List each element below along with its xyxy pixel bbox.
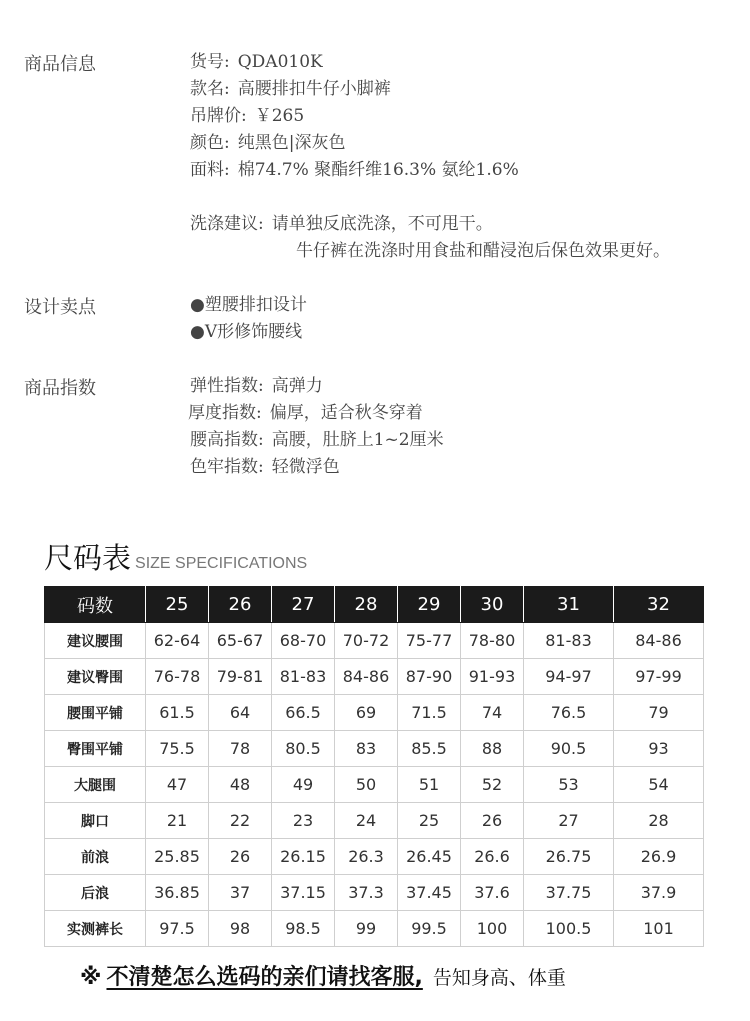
- header-size-32: 32: [614, 587, 704, 623]
- table-row: [45, 623, 704, 659]
- price-value: ￥265: [254, 106, 305, 126]
- wash-line-1: [190, 212, 493, 236]
- table-cell: 65-67: [209, 623, 272, 659]
- thickness-value: 偏厚，适合秋冬穿着: [269, 403, 423, 423]
- header-size-26: 26: [209, 587, 272, 623]
- header-size-27: 27: [272, 587, 335, 623]
- table-cell: 24: [335, 803, 398, 839]
- table-cell: 100: [461, 911, 524, 947]
- thickness-line: [188, 401, 423, 425]
- fabric-key: 面料:: [190, 160, 230, 180]
- row-label: 臀围平铺: [45, 731, 146, 767]
- style-line: [190, 77, 391, 101]
- table-cell: 22: [209, 803, 272, 839]
- waist-height-key: 腰高指数:: [190, 430, 264, 450]
- color-fastness-line: [190, 455, 340, 479]
- header-size-25: 25: [146, 587, 209, 623]
- header-size-31: 31: [524, 587, 614, 623]
- fabric-value: 棉74.7% 聚酯纤维16.3% 氨纶1.6%: [237, 160, 519, 180]
- waist-height-value: 高腰，肚脐上1~2厘米: [271, 430, 444, 450]
- row-label: 大腿围: [45, 767, 146, 803]
- design-point-1: ●塑腰排扣设计: [190, 295, 307, 315]
- table-cell: 21: [146, 803, 209, 839]
- row-label: 脚口: [45, 803, 146, 839]
- table-cell: 37.15: [272, 875, 335, 911]
- color-line: [190, 131, 345, 155]
- size-chart-title: [44, 536, 307, 577]
- row-label: 建议腰围: [45, 623, 146, 659]
- color-value: 纯黑色|深灰色: [237, 133, 346, 153]
- table-cell: 64: [209, 695, 272, 731]
- footer-note: [80, 960, 566, 991]
- table-cell: 25: [398, 803, 461, 839]
- table-cell: 26: [461, 803, 524, 839]
- table-cell: 37.45: [398, 875, 461, 911]
- table-cell: 94-97: [524, 659, 614, 695]
- fabric-line: [190, 158, 519, 182]
- thickness-key: 厚度指数:: [188, 403, 262, 423]
- size-chart-table: [44, 586, 704, 947]
- table-cell: 62-64: [146, 623, 209, 659]
- style-value: 高腰排扣牛仔小脚裤: [237, 79, 391, 99]
- table-cell: 26.3: [335, 839, 398, 875]
- table-cell: 69: [335, 695, 398, 731]
- waist-height-line: [190, 428, 444, 452]
- table-row: [45, 695, 704, 731]
- price-key: 吊牌价:: [190, 106, 247, 126]
- table-row: [45, 803, 704, 839]
- wash-key: 洗涤建议:: [190, 214, 264, 234]
- table-cell: 71.5: [398, 695, 461, 731]
- table-cell: 47: [146, 767, 209, 803]
- color-fastness-value: 轻微浮色: [271, 457, 340, 477]
- table-cell: 66.5: [272, 695, 335, 731]
- price-line: [190, 104, 304, 128]
- table-row: [45, 875, 704, 911]
- header-size-28: 28: [335, 587, 398, 623]
- elasticity-value: 高弹力: [271, 376, 323, 396]
- color-key: 颜色:: [190, 133, 230, 153]
- table-cell: 84-86: [614, 623, 704, 659]
- table-row: [45, 911, 704, 947]
- table-row: [45, 659, 704, 695]
- table-cell: 88: [461, 731, 524, 767]
- table-cell: 26.6: [461, 839, 524, 875]
- item-no-key: 货号:: [190, 52, 230, 72]
- table-cell: 37.9: [614, 875, 704, 911]
- header-size-30: 30: [461, 587, 524, 623]
- row-label: 实测裤长: [45, 911, 146, 947]
- table-cell: 37.3: [335, 875, 398, 911]
- table-cell: 68-70: [272, 623, 335, 659]
- table-cell: 25.85: [146, 839, 209, 875]
- table-cell: 83: [335, 731, 398, 767]
- table-cell: 50: [335, 767, 398, 803]
- table-cell: 98: [209, 911, 272, 947]
- table-cell: 81-83: [524, 623, 614, 659]
- design-point-2: ●V形修饰腰线: [190, 322, 303, 342]
- elasticity-key: 弹性指数:: [190, 376, 264, 396]
- table-cell: 37.6: [461, 875, 524, 911]
- table-cell: 78-80: [461, 623, 524, 659]
- table-cell: 61.5: [146, 695, 209, 731]
- table-cell: 23: [272, 803, 335, 839]
- size-chart-title-cn: 尺码表: [44, 541, 132, 575]
- header-size-label: 码数: [45, 587, 146, 623]
- table-cell: 97-99: [614, 659, 704, 695]
- table-cell: 27: [524, 803, 614, 839]
- table-cell: 80.5: [272, 731, 335, 767]
- table-cell: 75-77: [398, 623, 461, 659]
- table-cell: 36.85: [146, 875, 209, 911]
- table-cell: 91-93: [461, 659, 524, 695]
- row-label: 后浪: [45, 875, 146, 911]
- table-cell: 48: [209, 767, 272, 803]
- table-cell: 26.75: [524, 839, 614, 875]
- table-cell: 99: [335, 911, 398, 947]
- table-cell: 78: [209, 731, 272, 767]
- table-cell: 101: [614, 911, 704, 947]
- color-fastness-key: 色牢指数:: [190, 457, 264, 477]
- product-info-label: 商品信息: [24, 54, 96, 75]
- table-cell: 26.9: [614, 839, 704, 875]
- size-header-row: [45, 587, 704, 623]
- wash-line-2: 牛仔裤在洗涤时用食盐和醋浸泡后保色效果更好。: [296, 241, 670, 261]
- style-key: 款名:: [190, 79, 230, 99]
- table-cell: 54: [614, 767, 704, 803]
- row-label: 前浪: [45, 839, 146, 875]
- table-cell: 76.5: [524, 695, 614, 731]
- table-cell: 84-86: [335, 659, 398, 695]
- table-cell: 75.5: [146, 731, 209, 767]
- table-cell: 70-72: [335, 623, 398, 659]
- indices-label: 商品指数: [24, 378, 96, 399]
- table-cell: 76-78: [146, 659, 209, 695]
- footer-sub-text: 告知身高、体重: [432, 967, 566, 989]
- table-cell: 74: [461, 695, 524, 731]
- table-cell: 49: [272, 767, 335, 803]
- table-cell: 28: [614, 803, 704, 839]
- table-row: [45, 767, 704, 803]
- table-cell: 53: [524, 767, 614, 803]
- table-cell: 26.15: [272, 839, 335, 875]
- table-cell: 99.5: [398, 911, 461, 947]
- table-cell: 98.5: [272, 911, 335, 947]
- footer-main-text: 不清楚怎么选码的亲们请找客服,: [106, 965, 423, 990]
- table-cell: 52: [461, 767, 524, 803]
- size-table-body: [45, 623, 704, 947]
- item-no-line: [190, 50, 323, 74]
- wash-value-1: 请单独反底洗涤，不可甩干。: [271, 214, 493, 234]
- elasticity-line: [190, 374, 323, 398]
- table-cell: 51: [398, 767, 461, 803]
- header-size-29: 29: [398, 587, 461, 623]
- table-cell: 79-81: [209, 659, 272, 695]
- table-cell: 97.5: [146, 911, 209, 947]
- table-cell: 26.45: [398, 839, 461, 875]
- table-cell: 81-83: [272, 659, 335, 695]
- table-row: [45, 839, 704, 875]
- row-label: 建议臀围: [45, 659, 146, 695]
- size-chart-title-en: SIZE SPECIFICATIONS: [135, 555, 308, 572]
- design-points-label: 设计卖点: [24, 297, 96, 318]
- table-row: [45, 731, 704, 767]
- table-cell: 37: [209, 875, 272, 911]
- table-cell: 100.5: [524, 911, 614, 947]
- table-cell: 37.75: [524, 875, 614, 911]
- item-no-value: QDA010K: [237, 52, 323, 72]
- table-cell: 26: [209, 839, 272, 875]
- table-cell: 85.5: [398, 731, 461, 767]
- table-cell: 93: [614, 731, 704, 767]
- row-label: 腰围平铺: [45, 695, 146, 731]
- table-cell: 87-90: [398, 659, 461, 695]
- table-cell: 79: [614, 695, 704, 731]
- table-cell: 90.5: [524, 731, 614, 767]
- reference-mark: ※: [80, 965, 102, 990]
